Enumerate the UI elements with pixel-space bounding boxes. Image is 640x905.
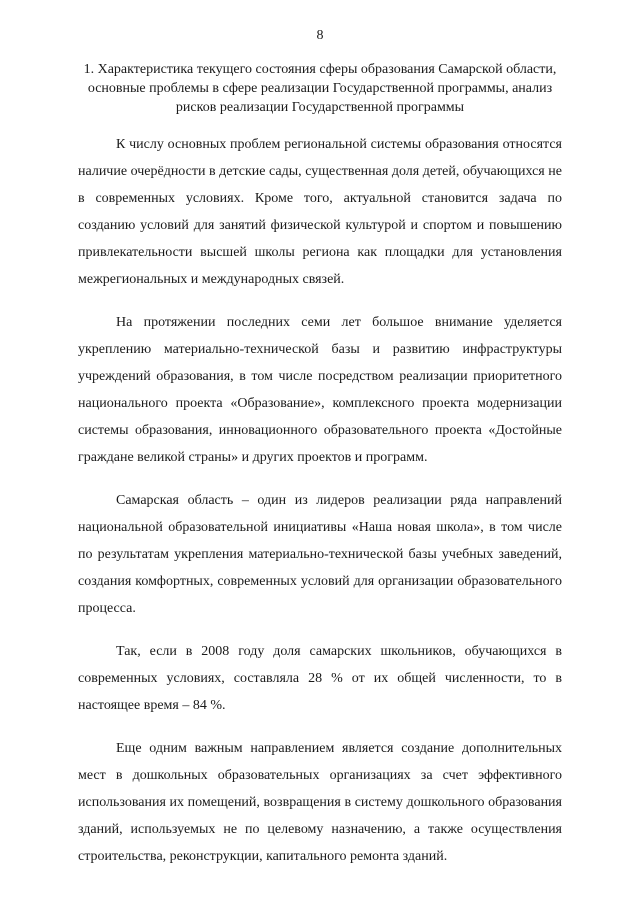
page-number: 8 xyxy=(316,28,324,43)
paragraph: На протяжении последних семи лет большое внимание уделяется укреплению материально-технической базы и развитию инфраструктуры учреждений образования, в том числе посредством реализации приоритетного национального проекта «Образование», комплексного проекта модернизации системы образования, инновационного образовательного проекта «Достойные граждане великой страны» и других проектов и программ. xyxy=(78,315,562,465)
paragraph: К числу основных проблем региональной системы образования относятся наличие очерёдности в детские сады, существенная доля детей, обучающихся не в современных условиях. Кроме того, актуальной становится задача по созданию условий для занятий физической культурой и спортом и повышению привлекательности высшей школы региона как площадки для установления межрегиональных и международных связей. xyxy=(78,137,562,287)
body-text xyxy=(78,131,562,886)
paragraph: Так, если в 2008 году доля самарских школьников, обучающихся в современных условиях, составляла 28 % от их общей численности, то в настоящее время – 84 %. xyxy=(78,644,562,713)
paragraph: Еще одним важным направлением является создание дополнительных мест в дошкольных образовательных организациях за счет эффективного использования их помещений, возвращения в систему дошкольного образования зданий, используемых не по целевому назначению, а также осуществления строительства, реконструкции, капитального ремонта зданий. xyxy=(78,741,562,864)
paragraph: Самарская область – один из лидеров реализации ряда направлений национальной образовательной инициативы «Наша новая школа», в том числе по результатам укрепления материально-технической базы учебных заведений, создания комфортных, современных условий для организации образовательного процесса. xyxy=(78,493,562,616)
section-title: 1. Характеристика текущего состояния сферы образования Самарской области, основные проблемы в сфере реализации Государственной программы, анализ рисков реализации Государственной программы xyxy=(83,62,557,115)
